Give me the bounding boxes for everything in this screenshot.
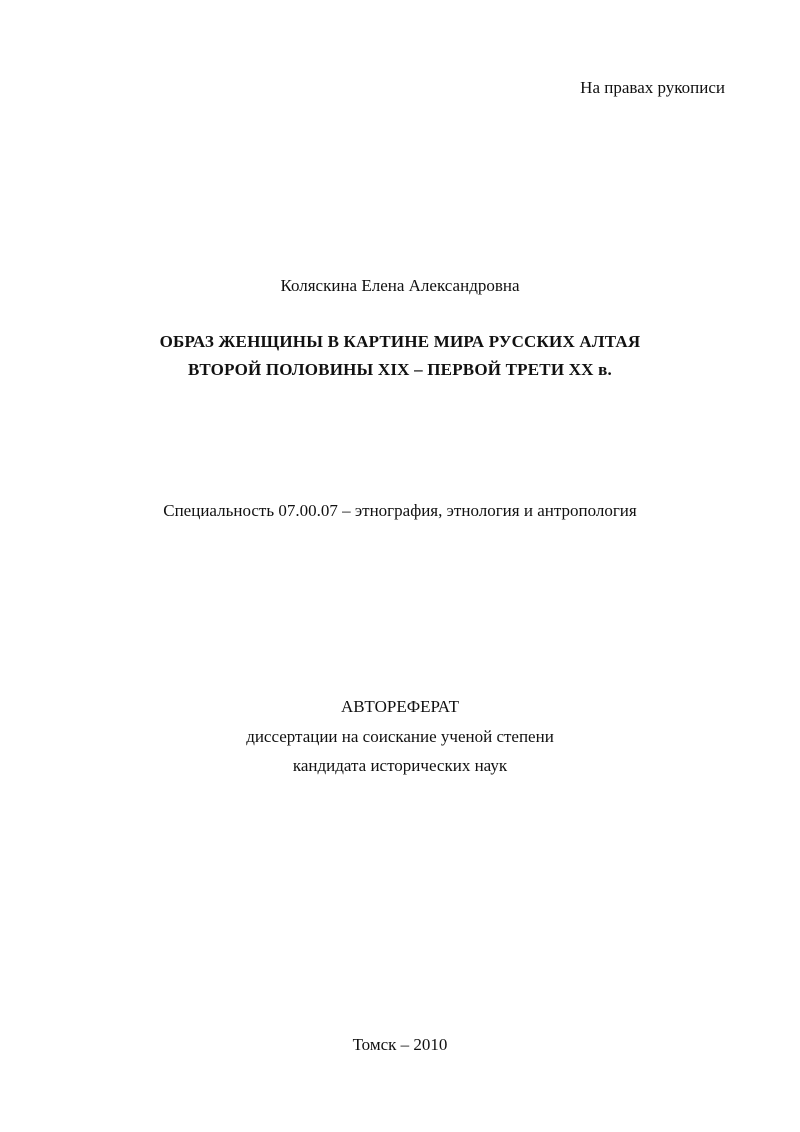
degree-description-line-1: диссертации на соискание ученой степени xyxy=(246,727,554,746)
author-name: Коляскина Елена Александровна xyxy=(280,276,520,295)
title-line-1: ОБРАЗ ЖЕНЩИНЫ В КАРТИНЕ МИРА РУССКИХ АЛТАЯ xyxy=(159,332,641,351)
degree-description-line-2: кандидата исторических наук xyxy=(292,756,508,775)
city-and-year: Томск – 2010 xyxy=(352,1035,448,1054)
title-line-2: ВТОРОЙ ПОЛОВИНЫ XIX – ПЕРВОЙ ТРЕТИ XX в. xyxy=(188,360,612,379)
rights-notice: На правах рукописи xyxy=(580,78,725,97)
document-type: АВТОРЕФЕРАТ xyxy=(341,697,459,716)
specialty-code: Специальность 07.00.07 – этнография, этнология и антропология xyxy=(163,501,637,520)
